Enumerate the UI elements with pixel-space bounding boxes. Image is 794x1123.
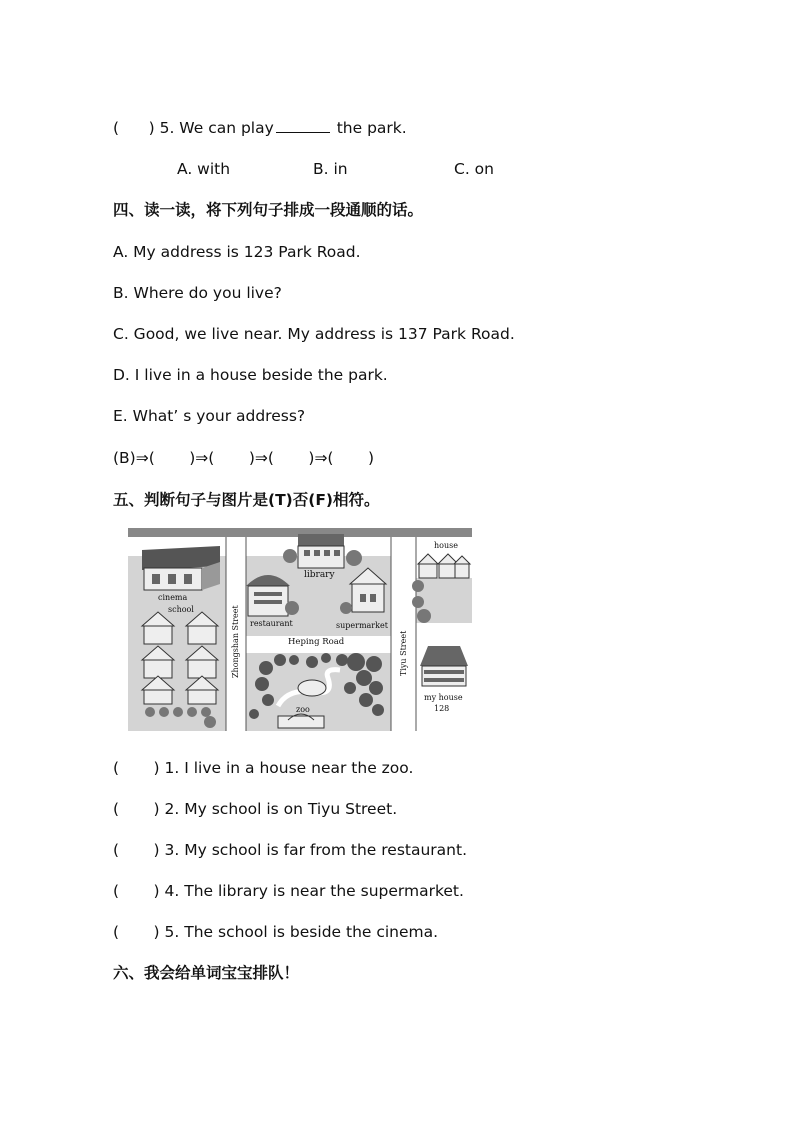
sentence-d: D. I live in a house beside the park.	[113, 366, 388, 384]
restaurant-label: restaurant	[250, 619, 293, 628]
house-buildings	[418, 554, 470, 578]
answer-paren[interactable]: ( )	[113, 841, 160, 859]
cinema-building	[142, 546, 220, 590]
judge-text: 5. The school is beside the cinema.	[164, 923, 439, 941]
school-label: school	[168, 605, 194, 614]
option-c: C. on	[454, 160, 494, 178]
judge-text: 3. My school is far from the restaurant.	[164, 841, 468, 859]
tiyu-street-label: Tiyu Street	[399, 630, 408, 676]
sentence-e: E. What’ s your address?	[113, 407, 306, 425]
sentence-c: C. Good, we live near. My address is 137 Park Road.	[113, 325, 515, 343]
section5-heading: 五、判断句子与图片是(T)否(F)相符。	[113, 491, 380, 509]
question-text: 5. We can play	[159, 119, 274, 137]
answer-paren[interactable]: ( )	[113, 923, 160, 941]
sentence-a: A. My address is 123 Park Road.	[113, 243, 361, 261]
judge-item-5	[113, 922, 438, 942]
supermarket-label: supermarket	[336, 621, 388, 630]
fill-blank[interactable]	[276, 118, 330, 133]
judge-item-2	[113, 799, 397, 819]
judge-item-1	[113, 758, 413, 778]
answer-paren[interactable]: ( )	[113, 119, 155, 137]
judge-item-4	[113, 881, 464, 901]
judge-text: 1. I live in a house near the zoo.	[164, 759, 414, 777]
option-a: A. with	[177, 160, 231, 178]
order-answer[interactable]: (B)⇒( )⇒( )⇒( )⇒( )	[113, 449, 375, 467]
house-label: house	[434, 541, 458, 550]
section4-heading: 四、读一读，将下列句子排成一段通顺的话。	[113, 201, 424, 219]
my-house-label: my house	[424, 693, 463, 702]
judge-text: 2. My school is on Tiyu Street.	[164, 800, 398, 818]
sentence-b: B. Where do you live?	[113, 284, 282, 302]
town-map	[128, 528, 472, 731]
judge-text: 4. The library is near the supermarket.	[164, 882, 464, 900]
judge-item-3	[113, 840, 467, 860]
question-5	[113, 118, 407, 138]
cinema-label: cinema	[158, 593, 188, 602]
zoo-label: zoo	[296, 705, 310, 714]
question-text-end: the park.	[336, 119, 407, 137]
heping-road-label: Heping Road	[288, 637, 345, 647]
answer-paren[interactable]: ( )	[113, 800, 160, 818]
my-house-number: 128	[434, 704, 450, 713]
section6-heading: 六、我会给单词宝宝排队！	[113, 964, 300, 982]
zhongshan-street-label: Zhongshan Street	[231, 605, 240, 678]
answer-paren[interactable]: ( )	[113, 882, 160, 900]
library-label: library	[304, 570, 335, 580]
option-b: B. in	[313, 160, 348, 178]
answer-paren[interactable]: ( )	[113, 759, 160, 777]
my-house-building	[420, 646, 468, 686]
